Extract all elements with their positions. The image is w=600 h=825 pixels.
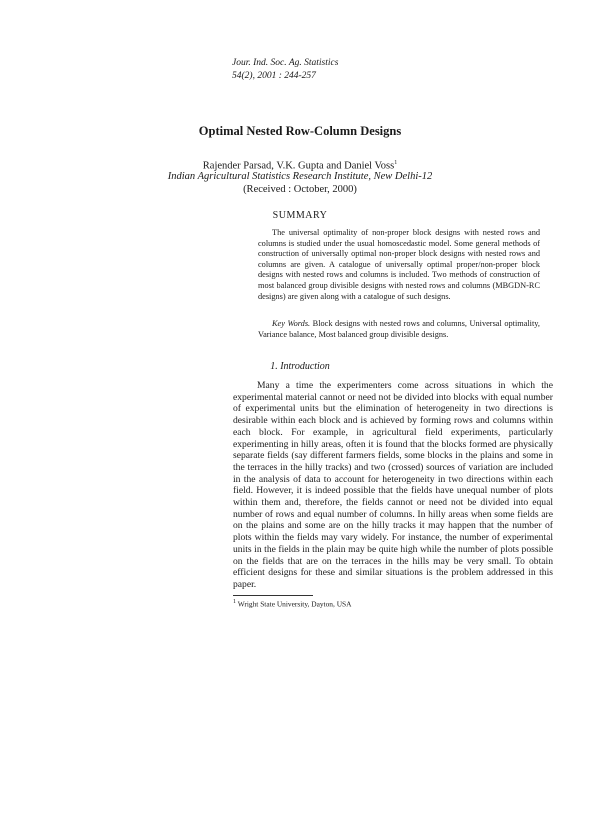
keywords xyxy=(258,319,540,340)
journal-volume: 54(2), 2001 : 244-257 xyxy=(232,71,316,81)
journal-citation xyxy=(232,57,338,83)
introduction-paragraph: Many a time the experimenters come across situations in which the experimental material cannot or need not be divided into blocks with equal number of experimental units but the elimination of heterogeneity in two directions is desirable within each block and is achieved by forming rows and columns within each block. For example, in agricultural field experiments, particularly experimenting in hilly areas, often it is found that the blocks formed are physically separate fields (say different farmers fields, some blocks in the plains and some in the terraces in the hilly tracks) and two (crossed) sources of variation are included in the analysis of data to account for heterogeneity in two directions within each field. However, it is indeed possible that the fields have unequal number of plots within them and, therefore, the fields cannot or need not be divided into equal number of rows and equal number of columns. In hilly areas when some fields are on the plains and some are on the hilly tracks it may happen that the number of plots within the fields may vary widely. For instance, the number of experimental units in the fields in the plain may be quite high while the number of plots possible on the fields that are on the terraces in the hills may be very small. To obtain efficient designs for these and similar situations is the problem addressed in this paper. xyxy=(233,380,553,590)
keywords-text: Block designs with nested rows and columns, Universal optimality, Variance balance, Most balanced group divisible designs. xyxy=(258,319,540,339)
footnote-divider xyxy=(233,595,313,596)
footnote-text: Wright State University, Dayton, USA xyxy=(236,599,352,609)
received-date: (Received : October, 2000) xyxy=(243,184,357,195)
footnote xyxy=(233,598,351,608)
journal-name: Jour. Ind. Soc. Ag. Statistics xyxy=(232,58,339,68)
summary-text: The universal optimality of non-proper block designs with nested rows and columns is studied under the usual homoscedastic model. Some general methods of construction of universally optimal non-proper block designs with nested rows and columns are given. A catalogue of universally optimal proper/non-proper block designs with nested rows and columns is included. Two methods of construction of most balanced group divisible designs with nested rows and columns (MBGDN-RC designs) are given along with a catalogue of such designs. xyxy=(258,228,540,301)
section-heading: 1. Introduction xyxy=(270,361,330,372)
affiliation: Indian Agricultural Statistics Research Institute, New Delhi-12 xyxy=(167,171,433,182)
author-footnote-mark: 1 xyxy=(394,160,398,166)
paper-title: Optimal Nested Row-Column Designs xyxy=(198,124,402,138)
summary-heading: SUMMARY xyxy=(272,210,328,221)
authors: Rajender Parsad, V.K. Gupta and Daniel Voss xyxy=(202,160,395,172)
footnote-mark: 1 xyxy=(233,599,236,605)
keywords-label: Key Words. xyxy=(272,319,311,328)
